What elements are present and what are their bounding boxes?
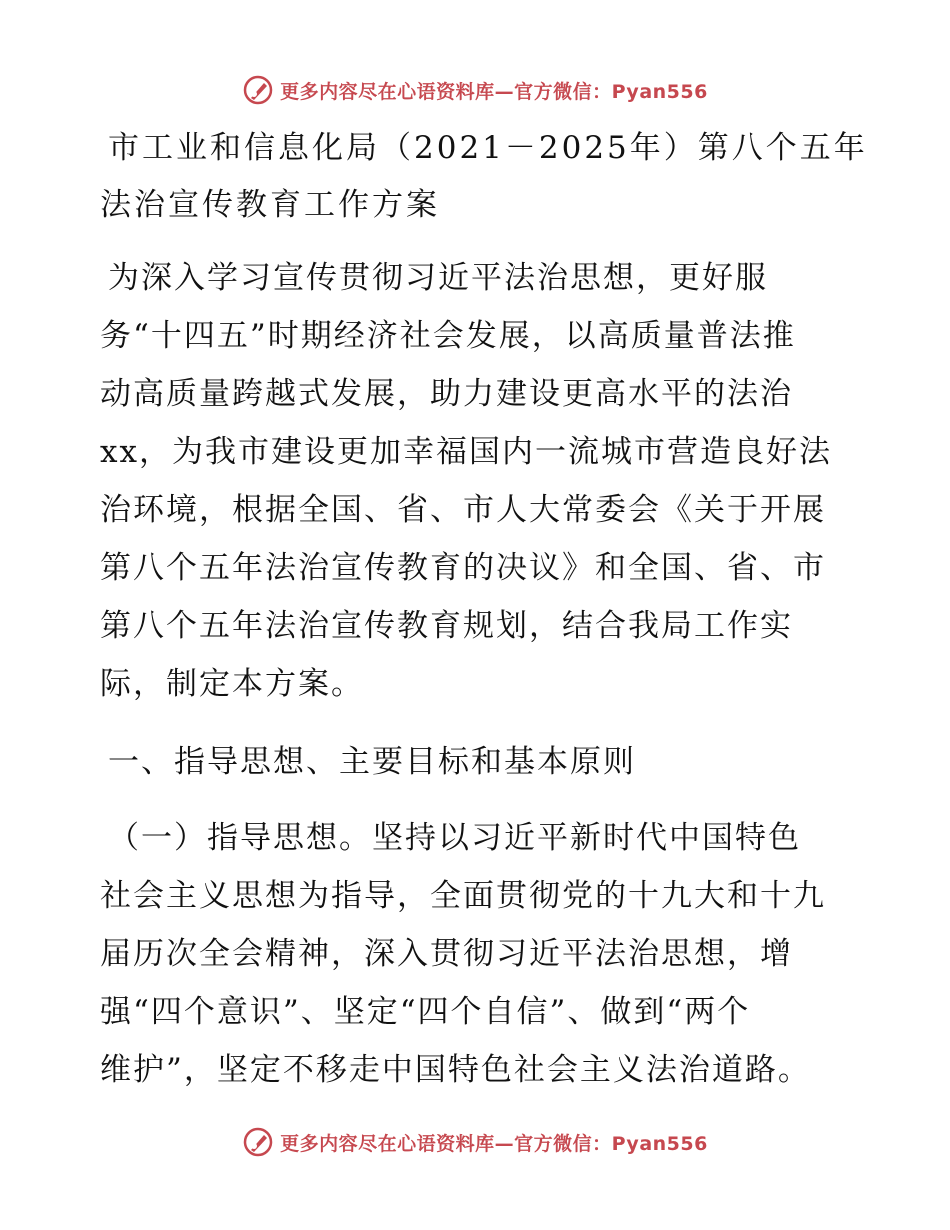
document-title-line-1: 市工业和信息化局（2021－2025年）第八个五年 <box>108 130 868 166</box>
section1-paragraph-line: 社会主义思想为指导，全面贯彻党的十九大和十九 <box>100 878 826 914</box>
document-title-line-2: 法治宣传教育工作方案 <box>100 187 440 223</box>
intro-paragraph-line: 动高质量跨越式发展，助力建设更高水平的法治 <box>100 376 793 412</box>
watermark-text: 更多内容尽在心语资料库—官方微信：Pyan556 <box>280 80 708 103</box>
footer-watermark <box>0 1124 950 1160</box>
section1-paragraph-line: （一）指导思想。坚持以习近平新时代中国特色 <box>108 820 801 856</box>
intro-paragraph-line: xx，为我市建设更加幸福国内一流城市营造良好法 <box>100 434 832 470</box>
section1-paragraph-line: 届历次全会精神，深入贯彻习近平法治思想，增 <box>100 936 793 972</box>
watermark-text: 更多内容尽在心语资料库—官方微信：Pyan556 <box>280 1132 708 1155</box>
header-watermark <box>0 72 950 108</box>
intro-paragraph-line: 为深入学习宣传贯彻习近平法治思想，更好服 <box>108 260 768 296</box>
intro-paragraph-line: 治环境，根据全国、省、市人大常委会《关于开展 <box>100 492 826 528</box>
pen-logo-icon <box>242 1126 274 1158</box>
intro-paragraph-line: 第八个五年法治宣传教育规划，结合我局工作实 <box>100 608 793 644</box>
intro-paragraph-line: 第八个五年法治宣传教育的决议》和全国、省、市 <box>100 550 826 586</box>
intro-paragraph-line: 际，制定本方案。 <box>100 666 364 702</box>
section-heading: 一、指导思想、主要目标和基本原则 <box>108 744 636 780</box>
pen-logo-icon <box>242 74 274 106</box>
section1-paragraph-line: 强“四个意识”、坚定“四个自信”、做到“两个 <box>100 994 751 1030</box>
section1-paragraph-line: 维护”，坚定不移走中国特色社会主义法治道路。 <box>100 1052 811 1088</box>
intro-paragraph-line: 务“十四五”时期经济社会发展，以高质量普法推 <box>100 318 796 354</box>
